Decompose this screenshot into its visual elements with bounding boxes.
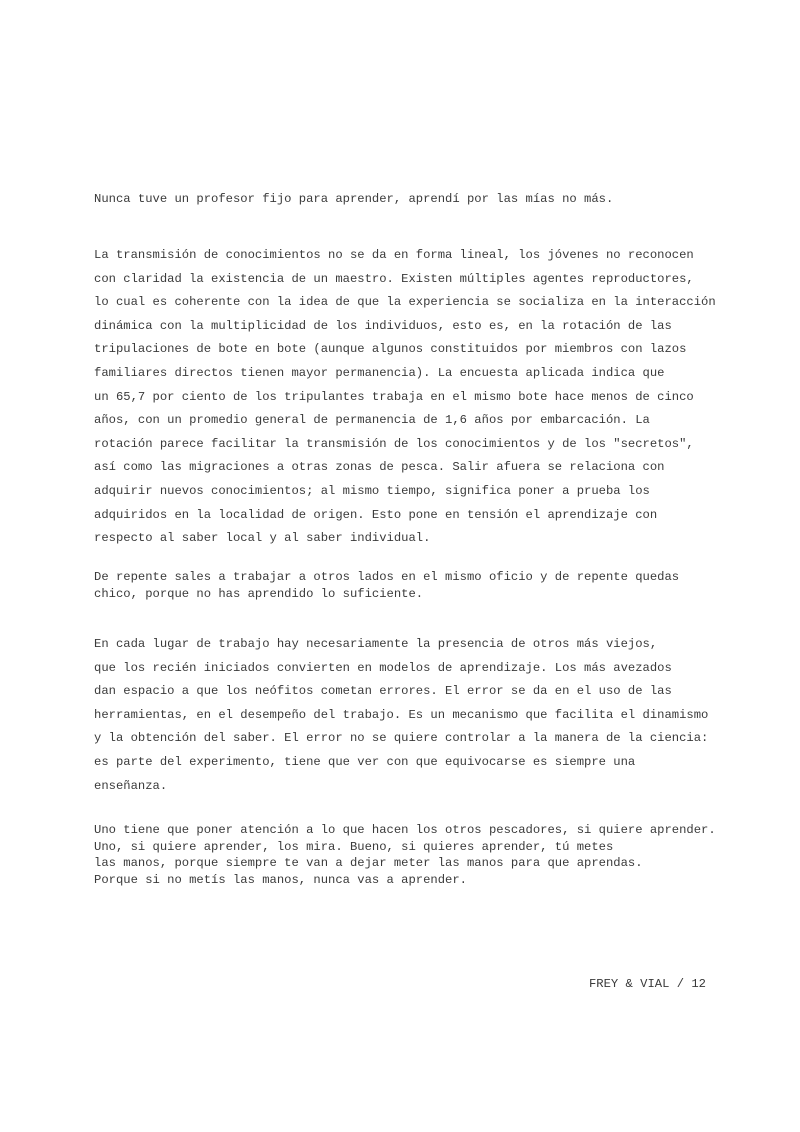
quote-2-line: Porque si no metís las manos, nunca vas a aprender. <box>94 872 467 887</box>
paragraph-3-line: En cada lugar de trabajo hay necesariamente la presencia de otros más viejos, <box>94 637 658 651</box>
paragraph-2-line: un 65,7 por ciento de los tripulantes trabaja en el mismo bote hace menos de cinco <box>94 389 694 404</box>
paragraph-2-line: respecto al saber local y al saber individual. <box>94 531 431 546</box>
quote-2-line: las manos, porque siempre te van a dejar meter las manos para que aprendas. <box>94 856 643 870</box>
paragraph-2-line: adquiridos en la localidad de origen. Esto pone en tensión el aprendizaje con <box>94 507 658 522</box>
quote-1-line: chico, porque no has aprendido lo suficiente. <box>94 586 424 601</box>
paragraph-2-line: familiares directos tienen mayor permanencia). La encuesta aplicada indica que <box>94 365 665 380</box>
paragraph-2-line: años, con un promedio general de permanencia de 1,6 años por embarcación. La <box>94 413 650 428</box>
quote-2-line: Uno, si quiere aprender, los mira. Bueno, si quieres aprender, tú metes <box>94 839 614 854</box>
paragraph-3-line: dan espacio a que los neófitos cometan errores. El error se da en el uso de las <box>94 684 672 699</box>
paragraph-3-line: herramientas, en el desempeño del trabajo. Es un mecanismo que facilita el dinamismo <box>94 707 709 722</box>
paragraph-2 <box>94 244 714 551</box>
paragraph-1-line: Nunca tuve un profesor fijo para aprender, aprendí por las mías no más. <box>94 192 614 206</box>
paragraph-2-line: tripulaciones de bote en bote (aunque algunos constituidos por miembros con lazos <box>94 342 687 357</box>
paragraph-2-line: lo cual es coherente con la idea de que la experiencia se socializa en la interacción <box>94 295 716 310</box>
paragraph-2-line: dinámica con la multiplicidad de los individuos, esto es, en la rotación de las <box>94 318 672 333</box>
paragraph-2-line: con claridad la existencia de un maestro. Existen múltiples agentes reproductores, <box>94 271 694 286</box>
page-footer: FREY & VIAL / 12 <box>588 977 706 991</box>
quote-1 <box>94 569 714 602</box>
paragraph-2-line: así como las migraciones a otras zonas de pesca. Salir afuera se relaciona con <box>94 460 665 475</box>
quote-1-line: De repente sales a trabajar a otros lados en el mismo oficio y de repente quedas <box>94 570 680 584</box>
paragraph-3-line: es parte del experimento, tiene que ver con que equivocarse es siempre una <box>94 754 636 769</box>
paragraph-2-line: rotación parece facilitar la transmisión de los conocimientos y de los "secretos", <box>94 436 694 451</box>
paragraph-1 <box>94 188 714 212</box>
paragraph-3 <box>94 633 714 798</box>
paragraph-3-line: y la obtención del saber. El error no se quiere controlar a la manera de la ciencia: <box>94 731 709 746</box>
paragraph-2-line: La transmisión de conocimientos no se da en forma lineal, los jóvenes no reconocen <box>94 248 694 262</box>
paragraph-3-line: que los recién iniciados convierten en modelos de aprendizaje. Los más avezados <box>94 660 672 675</box>
paragraph-2-line: adquirir nuevos conocimientos; al mismo tiempo, significa poner a prueba los <box>94 483 650 498</box>
paragraph-3-line: enseñanza. <box>94 778 168 793</box>
quote-2-line: Uno tiene que poner atención a lo que hacen los otros pescadores, si quiere aprender. <box>94 823 716 837</box>
quote-2 <box>94 822 714 888</box>
